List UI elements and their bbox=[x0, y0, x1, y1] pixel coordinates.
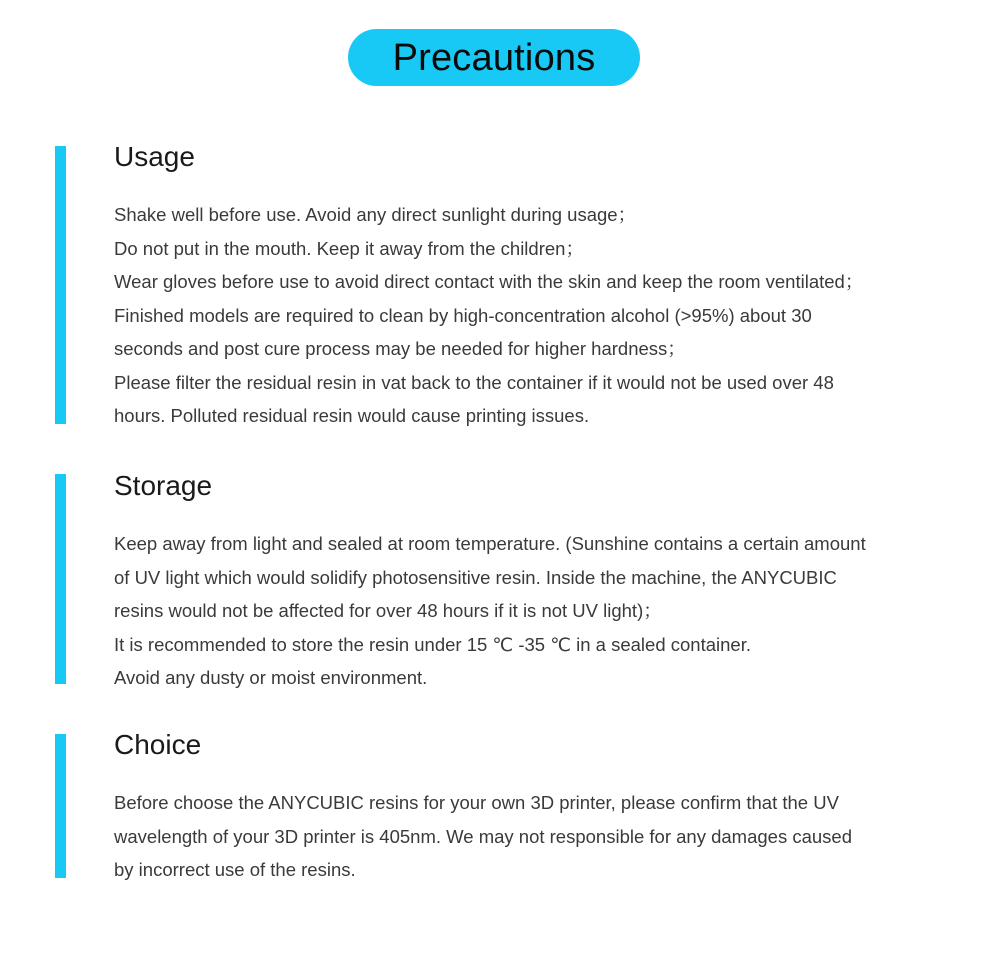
usage-line: Shake well before use. Avoid any direct sunlight during usage； bbox=[114, 204, 637, 225]
usage-body bbox=[114, 198, 974, 433]
usage-line: Please filter the residual resin in vat back to the container if it would not be used over 48 bbox=[114, 371, 834, 393]
choice-accent-bar bbox=[55, 734, 66, 878]
usage-accent-bar bbox=[55, 146, 66, 424]
storage-line: Avoid any dusty or moist environment. bbox=[114, 667, 428, 688]
storage-accent-bar bbox=[55, 474, 66, 684]
choice-line: wavelength of your 3D printer is 405nm. We may not responsible for any damages caused bbox=[114, 825, 852, 847]
choice-body bbox=[114, 786, 974, 887]
usage-line: hours. Polluted residual resin would cause printing issues. bbox=[114, 405, 590, 426]
usage-line: seconds and post cure process may be needed for higher hardness； bbox=[114, 338, 686, 359]
choice-heading: Choice bbox=[114, 729, 202, 760]
usage-line: Do not put in the mouth. Keep it away from the children； bbox=[114, 237, 584, 259]
usage-line: Wear gloves before use to avoid direct contact with the skin and keep the room ventilated； bbox=[114, 271, 864, 292]
usage-line: Finished models are required to clean by high-concentration alcohol (>95%) about 30 bbox=[114, 304, 812, 326]
storage-line: Keep away from light and sealed at room temperature. (Sunshine contains a certain amount bbox=[114, 533, 866, 554]
page-title: Precautions bbox=[348, 29, 640, 86]
choice-line: Before choose the ANYCUBIC resins for your own 3D printer, please confirm that the UV bbox=[114, 792, 839, 813]
usage-heading: Usage bbox=[114, 141, 195, 172]
choice-line: by incorrect use of the resins. bbox=[114, 859, 356, 880]
storage-line: resins would not be affected for over 48 hours if it is not UV light)； bbox=[114, 600, 662, 621]
storage-heading: Storage bbox=[114, 470, 213, 501]
storage-body bbox=[114, 527, 974, 695]
storage-line: of UV light which would solidify photosensitive resin. Inside the machine, the ANYCUBIC bbox=[114, 566, 837, 588]
storage-line: It is recommended to store the resin under 15 ℃ -35 ℃ in a sealed container. bbox=[114, 633, 751, 655]
